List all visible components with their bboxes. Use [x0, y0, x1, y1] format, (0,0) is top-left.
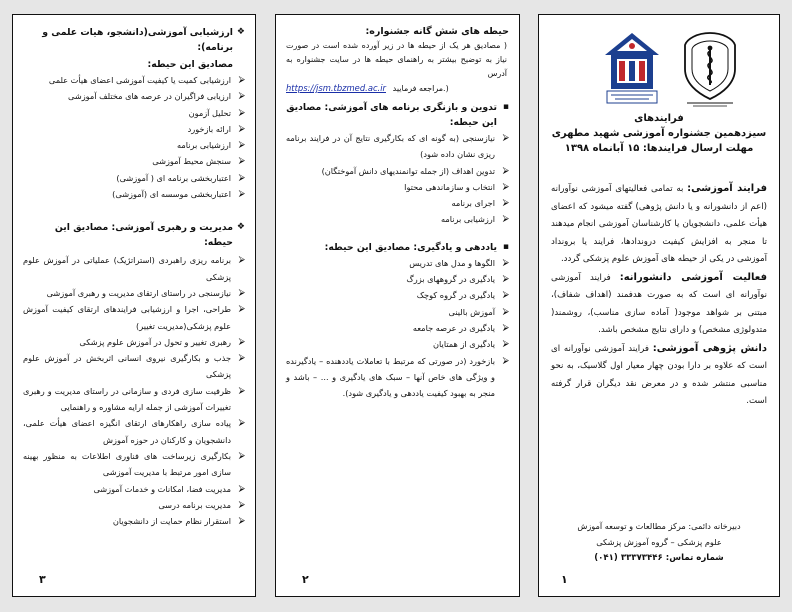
logos	[549, 25, 769, 111]
arrow-checkbox-icon: ⮚	[502, 214, 509, 225]
list-item	[23, 285, 245, 301]
arrow-checkbox-icon: ⮚	[502, 165, 509, 176]
list-item	[23, 186, 245, 202]
list-item	[23, 513, 245, 529]
list-item-text: پیاده سازی راهکارهای ارتقای انگیزه اعضای هیأت علمی، دانشجویان و کارکنان در حوزه آموزش	[23, 418, 231, 445]
list-item-text: نیازسنجی در راستای ارتقای مدیریت و رهبری آموزشی	[46, 287, 231, 298]
section-subtitle: مصادیق این حیطه:	[147, 59, 233, 70]
list-item	[286, 163, 509, 179]
list-item	[286, 304, 509, 320]
arrow-checkbox-icon: ⮚	[502, 355, 509, 366]
list-item	[286, 255, 509, 271]
list-item-text: نیازسنجی (به گونه ای که بکارگیری نتایج آن در فرایند برنامه ریزی نشان داده شود)	[286, 133, 495, 160]
arrow-checkbox-icon: ⮚	[238, 418, 245, 429]
list-item	[23, 105, 245, 121]
heading-line-1: فرایندهای	[634, 113, 684, 124]
arrow-checkbox-icon: ⮚	[238, 499, 245, 510]
list-item-text: اعتباربخشی موسسه ای (آموزشی)	[112, 189, 231, 200]
panel-1	[538, 14, 780, 597]
arrow-checkbox-icon: ⮚	[502, 198, 509, 209]
list-item	[286, 336, 509, 352]
list-item-text: یادگیری از همتایان	[433, 339, 495, 350]
list-item	[286, 195, 509, 211]
list-item	[286, 211, 509, 227]
edc-logo-icon	[601, 29, 663, 107]
arrow-checkbox-icon: ⮚	[238, 304, 245, 315]
list-item	[23, 448, 245, 481]
section-title: ▪ یاددهی و یادگیری: مصادیق این حیطه:	[324, 241, 509, 253]
item-list	[286, 130, 509, 228]
list-item	[286, 130, 509, 163]
list-item	[286, 179, 509, 195]
list-item-text: برنامه ریزی راهبردی (استراتژیک) عملیاتی در آموزش علوم پزشکی	[23, 255, 231, 282]
list-item-text: سنجش محیط آموزشی	[152, 156, 231, 167]
arrow-checkbox-icon: ⮚	[238, 156, 245, 167]
list-item-text: یادگیری در گروه کوچک	[416, 290, 495, 301]
list-item-text: مدیریت فضا، امکانات و خدمات آموزشی	[93, 483, 231, 494]
list-item-text: ارزیابی فراگیران در عرصه های مختلف آموزشی	[68, 91, 231, 102]
list-item	[23, 481, 245, 497]
list-item	[23, 252, 245, 285]
arrow-checkbox-icon: ⮚	[502, 339, 509, 350]
list-item-text: طراحی، اجرا و ارزشیابی فرایندهای ارتقای کیفیت آموزش علوم پزشکی(مدیریت تغییر)	[23, 304, 231, 331]
heading-line-2: سیزدهمین جشنواره آموزشی شهید مطهری	[551, 128, 767, 139]
item-list	[286, 255, 509, 402]
list-item-text: ارزشیابی کمیت یا کیفیت آموزشی اعضای هیأت علمی	[48, 75, 231, 85]
footer-line: علوم پزشکی – گروه آموزش پزشکی	[596, 537, 722, 547]
contact-phone: شماره تماس: ۳۳۳۷۳۴۴۶ (۰۴۱)	[594, 553, 724, 563]
list-item	[286, 287, 509, 303]
deadline-heading: مهلت ارسال فرایندها: ۱۵ آبانماه ۱۳۹۸	[564, 143, 754, 154]
list-item-text: مدیریت برنامه درسی	[158, 499, 231, 510]
list-item-text: جذب و بکارگیری نیروی انسانی اثربخش در آموزش علوم پزشکی	[23, 353, 231, 380]
arrow-checkbox-icon: ⮚	[502, 274, 509, 285]
arrow-checkbox-icon: ⮚	[238, 483, 245, 494]
list-item-text: آموزش بالینی	[448, 306, 495, 317]
list-item	[23, 301, 245, 334]
item-list	[23, 72, 245, 202]
arrow-checkbox-icon: ⮚	[238, 450, 245, 461]
footer-line: دبیرخانه دائمی: مرکز مطالعات و توسعه آموزش	[577, 521, 741, 531]
list-item-text: ارزشیابی برنامه	[176, 140, 231, 151]
list-item	[23, 72, 245, 88]
list-item	[23, 350, 245, 383]
website-link[interactable]: https://jsm.tbzmed.ac.ir	[286, 83, 386, 93]
arrow-checkbox-icon: ⮚	[238, 516, 245, 527]
arrow-checkbox-icon: ⮚	[238, 353, 245, 364]
list-item-text: یادگیری در عرصه جامعه	[412, 322, 495, 333]
definition-paragraph: فعالیت آموزشی دانشورانه: فرایند آموزشی نوآورانه ای است که به صورت هدفمند (اهداف شفاف)، مبتنی بر شواهد موجود( آماده سازی مناسب)، روشمند( متدولوژی مشخص) و دارای نتایج مشخص باشد.	[551, 271, 767, 335]
arrow-checkbox-icon: ⮚	[502, 306, 509, 317]
list-item	[23, 497, 245, 513]
university-emblem-icon	[679, 29, 741, 107]
arrow-checkbox-icon: ⮚	[238, 107, 245, 118]
list-item-text: اعتباربخشی برنامه ای ( آموزشی)	[116, 172, 231, 183]
page-number: ۳	[39, 573, 46, 586]
list-item-text: ظرفیت سازی فردی و سازمانی در راستای مدیریت و رهبری تغییرات آموزشی از جمله ارایه مشاوره و راهنمایی	[23, 385, 231, 413]
website-line	[286, 81, 509, 96]
arrow-checkbox-icon: ⮚	[238, 255, 245, 266]
list-item	[23, 153, 245, 169]
website-suffix: مراجعه فرمایید.)	[392, 84, 449, 93]
list-item	[286, 353, 509, 402]
list-item-text: یادگیری در گروههای بزرگ	[406, 274, 495, 285]
list-item-text: اجرای برنامه	[451, 198, 495, 209]
arrow-checkbox-icon: ⮚	[238, 140, 245, 151]
arrow-checkbox-icon: ⮚	[238, 123, 245, 134]
definitions	[549, 180, 769, 411]
arrow-checkbox-icon: ⮚	[502, 257, 509, 268]
list-item	[23, 88, 245, 104]
list-item-text: رهبری تغییر و تحول در آموزش علوم پزشکی	[79, 336, 231, 347]
diamond-bullet-icon: ❖	[236, 27, 245, 37]
square-bullet-icon: ▪	[502, 241, 509, 252]
arrow-checkbox-icon: ⮚	[238, 172, 245, 183]
list-item	[286, 320, 509, 336]
list-item	[23, 383, 245, 416]
square-bullet-icon: ▪	[502, 102, 509, 112]
definition-paragraph: فرایند آموزشی: به تمامی فعالیتهای آموزشی نوآورانه (اعم از دانشورانه و یا دانش پژوهی) گفته میشود که اعضای هیأت علمی، دانشجویان یا کارشناسان آموزشی انجام میدهند تا منجر به افزایش کیفیت دروندادها، فرایند یا برونداد آموزشی در یکی از حیطه های آموزش علوم پزشکی گردد.	[551, 183, 767, 264]
intro-title: حیطه های شش گانه جشنواره:	[365, 26, 509, 37]
list-item-text: بازخورد (در صورتی که مرتبط با تعاملات یاددهنده – یادگیرنده و ویژگی های خاص آنها – سبک های یادگیری و ... – باشد و منجر به بهبود کیفیت یاددهی و یادگیری شود).	[286, 355, 495, 399]
arrow-checkbox-icon: ⮚	[238, 385, 245, 396]
diamond-bullet-icon: ❖	[236, 222, 245, 233]
list-item-text: ارائه بازخورد	[187, 123, 231, 134]
list-item-text: استقرار نظام حمایت از دانشجویان	[112, 516, 231, 527]
section-title: ❖ ارزشیابی آموزشی(دانشجو، هیات علمی و برنامه):	[42, 27, 245, 53]
panel-2	[275, 14, 520, 597]
arrow-checkbox-icon: ⮚	[502, 290, 509, 301]
definition-paragraph: دانش پژوهی آموزشی: فرایند آموزشی نوآورانه ای است که علاوه بر دارا بودن چهار معیار اول گلاسیک، به نحو مناسبی منتشر شده و در معرض نقد دیگران قرار گرفته است.	[551, 342, 767, 406]
section-title: ❖ مدیریت و رهبری آموزشی: مصادیق این حیطه:	[54, 222, 245, 249]
list-item	[23, 121, 245, 137]
intro-text: ( مصادیق هر یک از حیطه ها در زیر آورده شده است در صورت نیاز به توضیح بیشتر به راهنمای حیطه ها در سایت جشنواره به آدرس	[286, 41, 507, 78]
arrow-checkbox-icon: ⮚	[238, 91, 245, 102]
arrow-checkbox-icon: ⮚	[238, 75, 245, 85]
page-number: ۱	[561, 573, 568, 586]
item-list	[23, 252, 245, 529]
list-item	[286, 271, 509, 287]
arrow-checkbox-icon: ⮚	[238, 287, 245, 298]
list-item-text: بکارگیری زیرساخت های فناوری اطلاعات به منظور بهینه سازی امور مرتبط با مدیریت آموزشی	[23, 450, 231, 478]
list-item	[23, 170, 245, 186]
list-item	[23, 334, 245, 350]
section-title: ▪ تدوین و بازنگری برنامه های آموزشی: مصادیق این حیطه:	[286, 102, 509, 128]
arrow-checkbox-icon: ⮚	[502, 322, 509, 333]
list-item-text: تدوین اهداف (از جمله توانمندیهای دانش آموختگان)	[321, 165, 495, 176]
page-number: ۲	[302, 573, 309, 586]
arrow-checkbox-icon: ⮚	[238, 189, 245, 200]
arrow-checkbox-icon: ⮚	[238, 336, 245, 347]
list-item-text: الگوها و مدل های تدریس	[409, 257, 495, 268]
arrow-checkbox-icon: ⮚	[502, 133, 509, 143]
list-item-text: انتخاب و سازماندهی محتوا	[404, 181, 495, 192]
panel-3	[12, 14, 256, 597]
footer	[549, 518, 769, 566]
list-item	[23, 415, 245, 448]
list-item-text: تحلیل آزمون	[188, 107, 231, 118]
list-item	[23, 137, 245, 153]
list-item-text: ارزشیابی برنامه	[440, 214, 495, 225]
arrow-checkbox-icon: ⮚	[502, 181, 509, 192]
